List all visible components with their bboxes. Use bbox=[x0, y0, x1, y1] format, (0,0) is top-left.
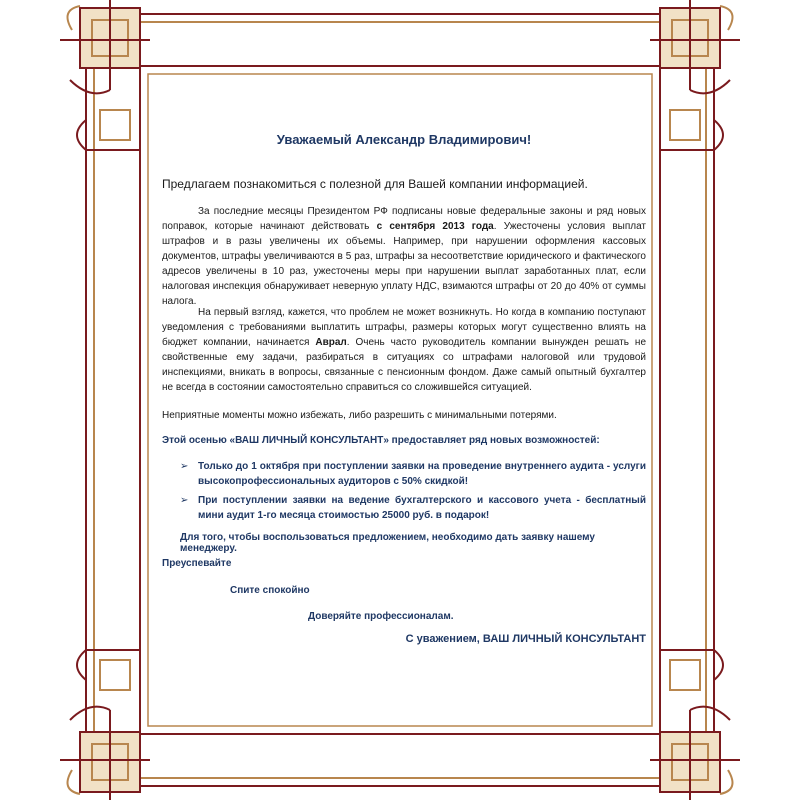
paragraph-3: Неприятные моменты можно избежать, либо разрешить с минимальными потерями. bbox=[162, 410, 557, 421]
paragraph-2-end: . Очень часто руководитель компании вынужден решать не свойственные ему задачи, разбираться в ситуациях со штрафами налоговой или трудовой инспекциями, вникать в вопросы, связанные с пенсионным фондом. Даже самый опытный бухгалтер не всегда в состоянии самостоятельно справиться со сложившейся ситуацией. bbox=[162, 337, 647, 393]
paragraph-2-start: На первый взгляд, кажется, что проблем не может возникнуть. Но когда в компанию поступают уведомления с требованиями выплатить штрафы, размеры которых могут существенно влиять на бюджет компании, начинается bbox=[162, 307, 646, 348]
closing-line-2: Спите спокойно bbox=[230, 585, 310, 596]
corner-knot-top-right bbox=[650, 0, 740, 93]
offer-list bbox=[180, 459, 646, 527]
closing-line-3: Доверяйте профессионалам. bbox=[308, 611, 454, 622]
closing-line-1: Преуспевайте bbox=[162, 558, 232, 569]
corner-knot-top-left bbox=[60, 0, 150, 93]
paragraph-1-end: . Ужесточены условия выплат штрафов и в разы увеличены их объемы. Например, при нарушении оформления кассовых документов, штрафы увеличиваются в 5 раз, штрафы за несоответствие юридического и фактического адресов увеличены в 10 раз, ужесточены меры при нарушении выплат заработанных плат, если налоговая инспекция обнаруживает неверную уплату НДС, взимаются штрафы от 20 до 40% от суммы налога. bbox=[162, 221, 646, 307]
signature: С уважением, ВАШ ЛИЧНЫЙ КОНСУЛЬТАНТ bbox=[405, 633, 646, 645]
corner-knot-bottom-right bbox=[650, 707, 740, 800]
paragraph-2-emphasis: Аврал bbox=[315, 337, 347, 348]
offer-text: При поступлении заявки на ведение бухгалтерского и кассового учета - бесплатный мини аудит 1-го месяца стоимостью 25000 руб. в подарок! bbox=[198, 495, 646, 521]
paragraph-1-start: За последние месяцы Президентом РФ подписаны новые федеральные законы и ряд новых поправок, которые начинают действовать bbox=[162, 206, 646, 232]
offer-item bbox=[180, 459, 646, 489]
greeting: Уважаемый Александр Владимирович! bbox=[276, 132, 532, 147]
arrow-bullet-icon: ➢ bbox=[180, 461, 189, 472]
offer-text: Только до 1 октября при поступлении заявки на проведение внутреннего аудита - услуги высокопрофессиональных аудиторов с 50% скидкой! bbox=[198, 461, 646, 487]
offer-intro: Этой осенью «ВАШ ЛИЧНЫЙ КОНСУЛЬТАНТ» предоставляет ряд новых возможностей: bbox=[162, 435, 600, 446]
paragraph-2 bbox=[162, 305, 646, 395]
arrow-bullet-icon: ➢ bbox=[180, 495, 189, 506]
corner-knot-bottom-left bbox=[60, 707, 150, 800]
offer-item bbox=[180, 493, 646, 523]
intro-line: Предлагаем познакомиться с полезной для Вашей компании информацией. bbox=[162, 177, 588, 191]
paragraph-1 bbox=[162, 204, 646, 309]
call-to-action: Для того, чтобы воспользоваться предложением, необходимо дать заявку нашему менеджеру. bbox=[180, 532, 595, 554]
paragraph-1-date: с сентября 2013 года bbox=[376, 221, 494, 232]
letter-body bbox=[162, 0, 646, 800]
